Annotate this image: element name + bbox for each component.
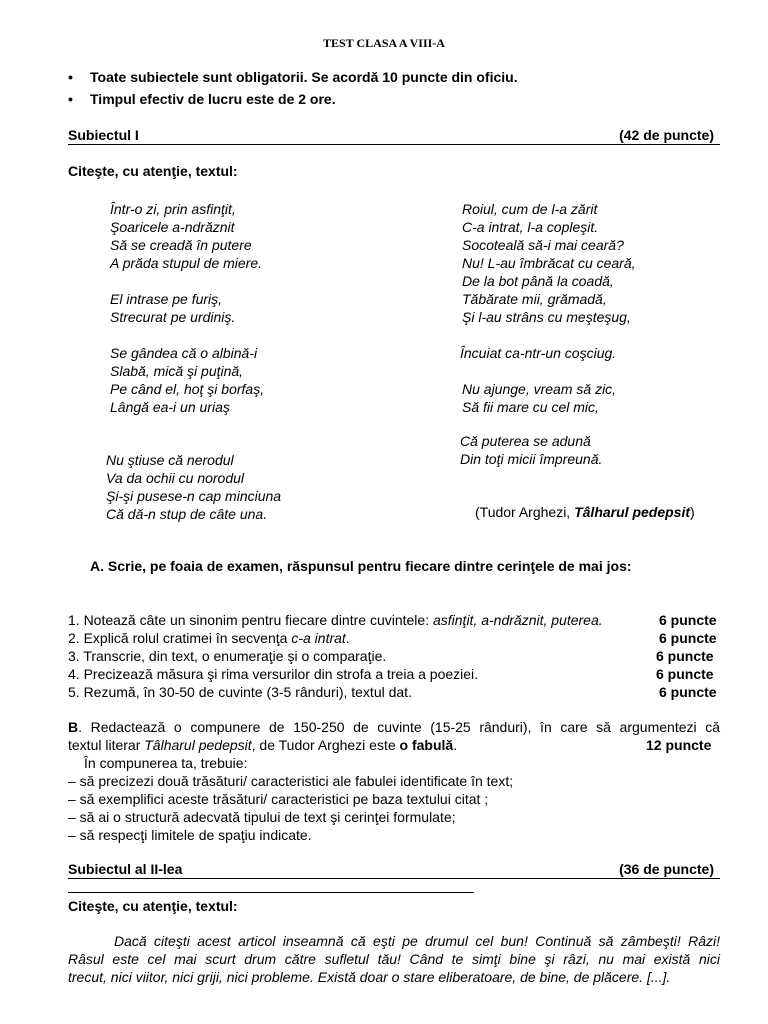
poem-line: Într-o zi, prin asfinţit, [110,201,236,217]
attribution-title: Tâlharul pedepsit [574,504,691,520]
poem-right-stanza-4 [460,432,602,468]
part-b-req-4: – să respecţi limitele de spaţiu indicate. [68,827,312,843]
part-a-item-5 [68,684,412,700]
poem-line: Din toţi micii împreună. [460,451,603,467]
page-title: TEST CLASA A VIII-A [323,36,445,50]
part-b-text: , de Tudor Arghezi este [251,737,400,753]
subject-2-paragraph-line-3: trecut, nici viitor, nici griji, nici probleme. Există doar o stare eliberatoare, de bine, de plăcere. [...]. [68,969,671,985]
part-b-intro: În compunerea ta, trebuie: [84,755,248,771]
poem-line: Să se creadă în putere [110,237,252,253]
item-text: 5. Rezumă, în 30-50 de cuvinte (3-5 rânduri), textul dat. [68,684,412,700]
poem-line: Că puterea se adună [460,433,591,449]
poem-line: Lângă ea-i un uriaş [110,399,230,415]
poem-line: Se gândea că o albină-i [110,345,258,361]
poem-line: Că dă-n stup de câte una. [106,506,268,522]
poem-line: Să fii mare cu cel mic, [462,399,599,415]
part-b-title: Tâlharul pedepsit [144,737,252,753]
part-a-item-4-points: 6 puncte [656,666,714,682]
item-text: 4. Precizează măsura şi rima versurilor din strofa a treia a poeziei. [68,666,479,682]
attribution-close: ) [690,504,695,520]
item-text-end: . [345,630,350,646]
part-b-line-1 [68,718,720,736]
part-a-item-3 [68,648,386,664]
part-b-letter: B [68,719,79,735]
poem-line: De la bot până la coadă, [462,273,614,289]
part-b-req-1: – să precizezi două trăsături/ caracteristici ale fabulei identificate în text; [68,773,514,789]
poem-line: Şoaricele a-ndrăznit [110,219,235,235]
divider-line [68,892,474,893]
item-text-italic: asfinţit, a-ndrăznit, puterea. [432,612,603,628]
part-b-points: 12 puncte [646,737,712,753]
part-b-req-2: – să exemplifici aceste trăsături/ caracteristici pe baza textului citat ; [68,791,489,807]
poem-line: Şi l-au strâns cu meşteşug, [462,309,631,325]
subject-1-label: Subiectul I [68,127,139,143]
poem-left-stanza-4 [106,451,281,523]
poem-line: Încuiat ca-ntr-un coşciug. [460,345,617,361]
poem-line: Şi-şi pusese-n cap minciuna [106,488,282,504]
poem-right-stanza-3 [462,380,616,416]
subject-2-header [68,861,720,879]
subject-1-instruction: Citeşte, cu atenţie, textul: [68,163,238,179]
poem-right-column [462,200,636,326]
poem-line: Nu ştiuse că nerodul [106,452,234,468]
part-a-item-1-points: 6 puncte [659,612,717,628]
poem-line: Roiul, cum de l-a zărit [462,201,598,217]
poem-line: El intrase pe furiş, [110,291,223,307]
item-text: 1. Notează câte un sinonim pentru fiecare dintre cuvintele: [68,612,433,628]
item-text-italic: c-a intrat [291,630,346,646]
poem-line: C-a intrat, l-a copleşit. [462,219,599,235]
part-a-item-4 [68,666,478,682]
part-b-text: textul literar [68,737,145,753]
part-b-req-3: – să ai o structură adecvată tipului de text şi cerinţei formulate; [68,809,456,825]
part-a-item-5-points: 6 puncte [659,684,717,700]
subject-1-points: (42 de puncte) [619,127,714,143]
rule-bullet-1 [68,69,518,85]
poem-line: Socoteală să-i mai ceară? [462,237,624,253]
subject-2-instruction: Citeşte, cu atenţie, textul: [68,898,238,914]
subject-1-header [68,127,720,145]
rule-text: Timpul efectiv de lucru este de 2 ore. [90,91,336,107]
poem-attribution [475,504,695,520]
bullet-icon: • [68,69,73,85]
poem-line: A prăda stupul de miere. [110,255,263,271]
subject-2-label: Subiectul al II-lea [68,861,183,877]
poem-line: Nu! L-au îmbrăcat cu ceară, [462,255,636,271]
poem-right-stanza-2 [460,344,616,362]
poem-left-column [110,200,264,416]
part-b-text: . [453,737,458,753]
part-b-line-2 [68,737,457,753]
part-a-heading: A. Scrie, pe foaia de examen, răspunsul pentru fiecare dintre cerinţele de mai jos: [90,558,632,574]
part-b-emphasis: o fabulă [399,737,454,753]
poem-line: Slabă, mică şi puţină, [110,363,244,379]
poem-line: Va da ochii cu norodul [106,470,245,486]
item-text: 2. Explică rolul cratimei în secvenţa [68,630,292,646]
part-a-item-2-points: 6 puncte [659,630,717,646]
subject-2-points: (36 de puncte) [619,861,714,877]
item-text: 3. Transcrie, din text, o enumeraţie şi o comparaţie. [68,648,387,664]
part-b-text: . Redactează o compunere de 150-250 de cuvinte (15-25 rânduri), în care să argumentezi că [78,719,720,735]
part-a-item-2 [68,630,350,646]
poem-line: Strecurat pe urdiniş. [110,309,236,325]
poem-line: Pe când el, hoţ şi borfaş, [110,381,265,397]
subject-2-paragraph-line-1: Dacă citeşti acest articol inseamnă că eşti pe drumul cel bun! Continuă să zâmbeşti! Râzi! [114,933,720,949]
rule-bullet-2 [68,91,336,107]
rule-text: Toate subiectele sunt obligatorii. Se acordă 10 puncte din oficiu. [90,69,518,85]
bullet-icon: • [68,91,73,107]
part-a-item-3-points: 6 puncte [656,648,714,664]
poem-line: Nu ajunge, vream să zic, [462,381,617,397]
poem-line: Tăbărate mii, grămadă, [462,291,607,307]
part-a-item-1 [68,612,603,628]
subject-2-paragraph-line-2: Râsul este cel mai scurt drum către sufletul tău! Când te simţi bine şi râzi, nu mai există nici [68,951,720,967]
attribution-author: (Tudor Arghezi, [475,504,575,520]
